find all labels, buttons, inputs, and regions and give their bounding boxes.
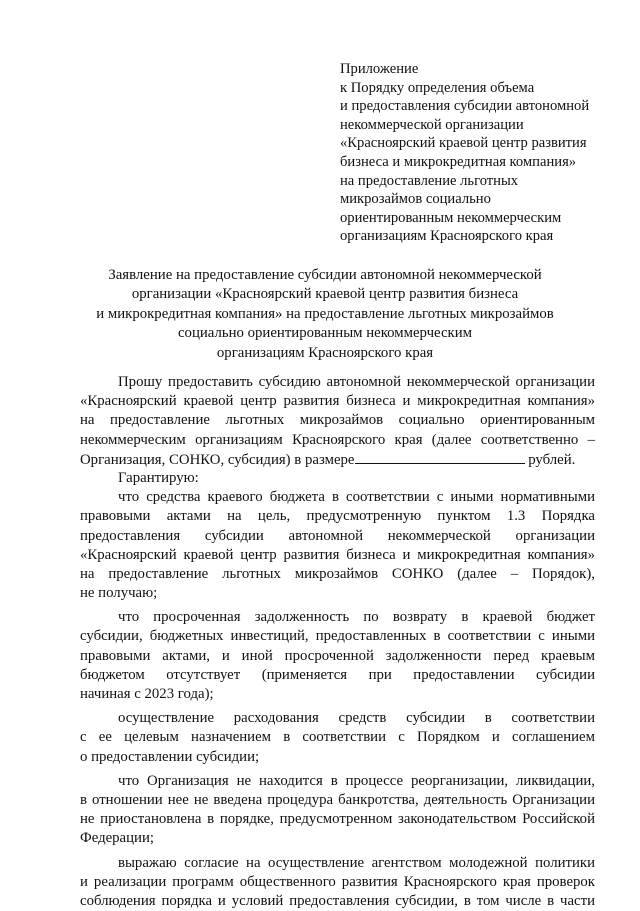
appendix-line: бизнеса и микрокредитная компания» xyxy=(340,153,577,170)
body-line: не получаю; xyxy=(80,585,158,602)
appendix-line: некоммерческой организации xyxy=(340,116,524,133)
guarantee-label: Гарантирую: xyxy=(118,469,199,486)
amount-suffix: рублей. xyxy=(528,451,576,468)
body-line: и реализации программ общественного развития Красноярского края проверок xyxy=(80,873,595,890)
body-line: «Красноярский краевой центр развития бизнеса и микрокредитная компания» xyxy=(80,393,595,410)
body-line: не приостановлена в порядке, предусмотренном законодательством Российской xyxy=(80,811,595,828)
amount-blank-field xyxy=(355,450,525,464)
appendix-line: на предоставление льготных xyxy=(340,172,519,189)
body-line: о предоставлении субсидии; xyxy=(80,748,260,765)
body-line: некоммерческим организациям Красноярского края (далее соответственно – xyxy=(80,431,595,448)
body-line: соблюдения порядка и условий предоставления субсидии, в том числе в части xyxy=(80,892,595,909)
appendix-line: ориентированным некоммерческим xyxy=(340,209,562,226)
title-line: организации «Красноярский краевой центр развития бизнеса xyxy=(131,286,519,303)
body-line: в отношении нее не введена процедура банкротства, деятельность Организации xyxy=(80,791,595,808)
body-line: выражаю согласие на осуществление агентством молодежной политики xyxy=(118,854,595,871)
appendix-line: «Красноярский краевой центр развития xyxy=(340,135,587,152)
appendix-line: и предоставления субсидии автономной xyxy=(340,98,590,115)
body-line: с ее целевым назначением в соответствии с Порядком и соглашением xyxy=(80,729,595,746)
body-line: предоставления субсидии автономной некоммерческой организации xyxy=(80,527,595,544)
body-line: субсидии, бюджетных инвестиций, предоставленных в соответствии с иными xyxy=(80,628,595,645)
appendix-header xyxy=(340,60,630,246)
title-line: Заявление на предоставление субсидии автономной некоммерческой xyxy=(108,267,542,283)
title-line: и микрокредитная компания» на предоставление льготных микрозаймов xyxy=(96,305,554,322)
document-title xyxy=(70,266,580,363)
title-line: социально ориентированным некоммерческим xyxy=(177,325,472,342)
body-line: осуществление расходования средств субсидии в соответствии xyxy=(118,710,595,727)
document-body xyxy=(80,373,595,911)
body-line: «Красноярский краевой центр развития бизнеса и микрокредитная компания» xyxy=(80,546,595,563)
body-line: на предоставление льготных микрозаймов СОНКО (далее – Порядок), xyxy=(80,565,595,582)
body-line: бюджетом отсутствует (применяется при предоставлении субсидии xyxy=(80,666,595,683)
body-line: что средства краевого бюджета в соответствии с иными нормативными xyxy=(118,489,595,506)
appendix-line: микрозаймов социально xyxy=(340,191,491,208)
amount-line xyxy=(80,450,595,469)
title-line: организациям Красноярского края xyxy=(216,344,434,361)
appendix-line: организациям Красноярского края xyxy=(340,228,554,245)
amount-prefix: Организация, СОНКО, субсидия) в размере xyxy=(80,451,355,468)
body-line: на предоставление льготных микрозаймов социально ориентированным xyxy=(80,412,595,429)
body-line: Прошу предоставить субсидию автономной некоммерческой организации xyxy=(118,374,595,390)
body-line: начиная с 2023 года); xyxy=(80,686,214,702)
body-line: что Организация не находится в процессе реорганизации, ликвидации, xyxy=(118,772,595,789)
appendix-line: Приложение xyxy=(340,61,419,77)
body-line: правовыми актами, и иной просроченной задолженности перед краевым xyxy=(80,647,595,664)
body-line: что просроченная задолженность по возврату в краевой бюджет xyxy=(118,609,595,626)
appendix-line: к Порядку определения объема xyxy=(340,79,535,96)
body-line: Федерации; xyxy=(80,830,154,847)
body-line: правовыми актами на цель, предусмотренную пунктом 1.3 Порядка xyxy=(80,508,595,525)
